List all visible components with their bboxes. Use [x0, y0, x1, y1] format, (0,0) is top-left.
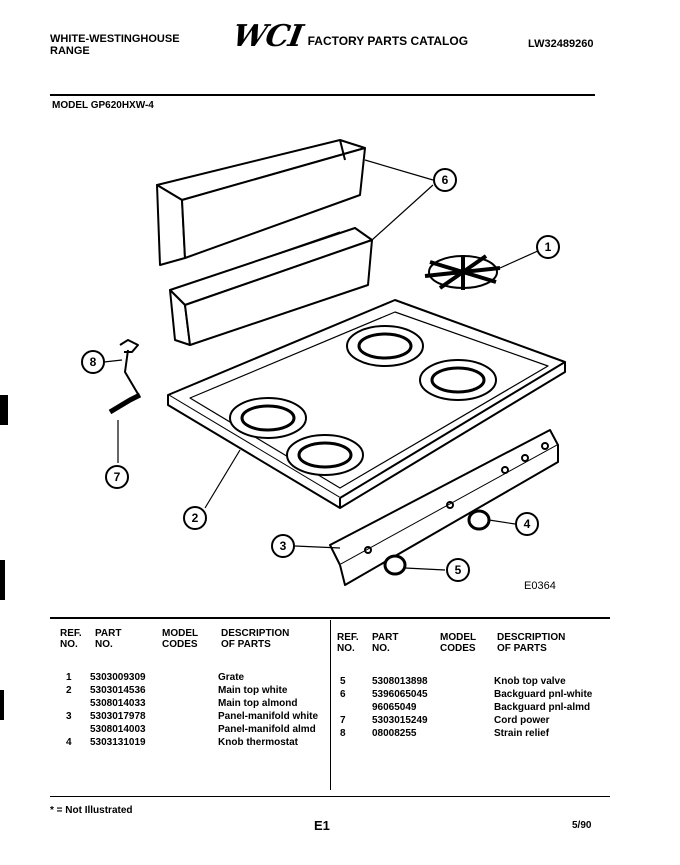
part-no: 5303009309 — [90, 672, 146, 683]
grate — [425, 255, 500, 290]
description: Knob thermostat — [218, 737, 298, 748]
part-no: 5308014003 — [90, 724, 146, 735]
part-no: 5308014033 — [90, 698, 146, 709]
part-no: 5303014536 — [90, 685, 146, 696]
product-type: RANGE — [50, 45, 90, 57]
ref-no: 6 — [340, 689, 346, 700]
revision-date: 5/90 — [572, 820, 592, 831]
ref-no: 8 — [340, 728, 346, 739]
description: Strain relief — [494, 728, 550, 739]
ref-no: 4 — [66, 737, 72, 748]
wci-logo: WCI — [230, 19, 305, 54]
part-no: 08008255 — [372, 728, 417, 739]
description: Main top white — [218, 685, 288, 696]
callout-label-5: 5 — [454, 563, 462, 577]
header-model-codes-left: MODEL CODES — [162, 628, 198, 650]
table-top-rule — [50, 617, 610, 619]
page-number: E1 — [314, 818, 330, 833]
ref-no: 5 — [340, 676, 346, 687]
part-no: 5303131019 — [90, 737, 146, 748]
part-no: 5303015249 — [372, 715, 428, 726]
part-no: 5303017978 — [90, 711, 146, 722]
brand-name: WHITE-WESTINGHOUSE — [50, 33, 180, 45]
ref-no: 2 — [66, 685, 72, 696]
header-model-codes-right: MODEL CODES — [440, 632, 476, 654]
footnote: * = Not Illustrated — [50, 805, 133, 816]
callout-label-6: 6 — [441, 173, 449, 187]
header-part-no-right: PART NO. — [372, 632, 399, 654]
model-number: MODEL GP620HXW-4 — [52, 100, 154, 111]
description: Backguard pnl-almd — [494, 702, 591, 713]
description: Panel-manifold white — [218, 711, 319, 722]
header-part-no-left: PART NO. — [95, 628, 122, 650]
footer-rule — [50, 796, 610, 797]
ref-no: 3 — [66, 711, 72, 722]
header-description-right: DESCRIPTION OF PARTS — [497, 632, 566, 654]
header-ref-no-right: REF. NO. — [337, 632, 359, 654]
figure-code: E0364 — [524, 580, 556, 592]
description: Cord power — [494, 715, 550, 726]
part-no: 5308013898 — [372, 676, 428, 687]
callout-label-8: 8 — [89, 355, 97, 369]
description: Grate — [218, 672, 245, 683]
scan-edge-mark — [0, 690, 4, 720]
document-number: LW32489260 — [528, 38, 594, 50]
callout-label-4: 4 — [523, 517, 531, 531]
catalog-title: FACTORY PARTS CATALOG — [307, 34, 469, 48]
description: Panel-manifold almd — [218, 724, 316, 735]
callout-label-2: 2 — [191, 511, 199, 525]
header-description-left: DESCRIPTION OF PARTS — [221, 628, 290, 650]
table-divider — [330, 620, 331, 790]
callout-label-7: 7 — [113, 470, 121, 484]
callout-label-1: 1 — [544, 240, 552, 254]
strain-relief-and-cord — [110, 340, 140, 412]
callout-label-3: 3 — [279, 539, 287, 553]
description: Knob top valve — [494, 676, 566, 687]
description: Backguard pnl-white — [494, 689, 593, 700]
description: Main top almond — [218, 698, 298, 709]
ref-no: 1 — [66, 672, 72, 683]
part-no: 96065049 — [372, 702, 417, 713]
header-ref-no-left: REF. NO. — [60, 628, 82, 650]
ref-no: 7 — [340, 715, 346, 726]
part-no: 5396065045 — [372, 689, 428, 700]
